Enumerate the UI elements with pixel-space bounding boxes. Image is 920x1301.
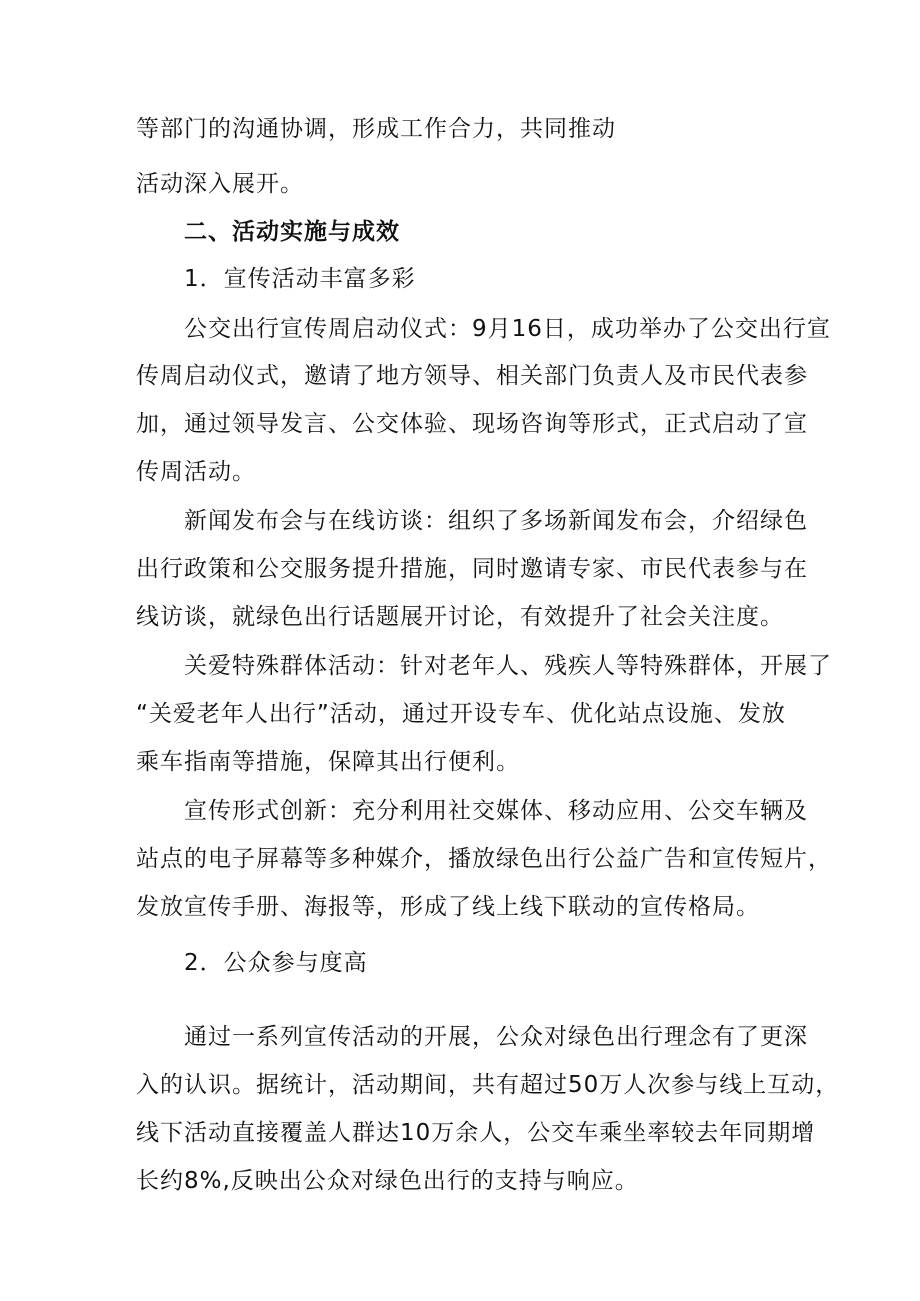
paragraph-5-line-1: 通过一系列宣传活动的开展，公众对绿色出行理念有了更深 bbox=[184, 1024, 808, 1050]
paragraph-1-line-4: 传周活动。 bbox=[136, 459, 256, 485]
paragraph-4-line-3: 发放宣传手册、海报等，形成了线上线下联动的宣传格局。 bbox=[136, 894, 760, 920]
paragraph-3-line-3: 乘车指南等措施，保障其出行便利。 bbox=[136, 749, 520, 775]
paragraph-5-line-3: 线下活动直接覆盖人群达10万余人，公交车乘坐率较去年同期增 bbox=[136, 1120, 816, 1146]
subsection-2-title: 2．公众参与度高 bbox=[184, 950, 368, 976]
paragraph-1-line-1: 公交出行宣传周启动仪式：9月16日，成功举办了公交出行宣 bbox=[184, 316, 831, 342]
section-title: 二、活动实施与成效 bbox=[184, 219, 400, 245]
paragraph-2-line-1: 新闻发布会与在线访谈：组织了多场新闻发布会，介绍绿色 bbox=[184, 508, 808, 534]
paragraph-3-line-2: “关爱老年人出行”活动，通过开设专车、优化站点设施、发放 bbox=[136, 701, 786, 727]
paragraph-1-line-2: 传周启动仪式，邀请了地方领导、相关部门负责人及市民代表参 bbox=[136, 363, 808, 389]
paragraph-3-line-1: 关爱特殊群体活动：针对老年人、残疾人等特殊群体，开展了 bbox=[184, 653, 832, 679]
paragraph-5-line-2: 入的认识。据统计，活动期间，共有超过50万人次参与线上互动， bbox=[136, 1072, 840, 1098]
intro-line-2: 活动深入展开。 bbox=[136, 171, 304, 197]
paragraph-2-line-2: 出行政策和公交服务提升措施，同时邀请专家、市民代表参与在 bbox=[136, 556, 808, 582]
paragraph-2-line-3: 线访谈，就绿色出行话题展开讨论，有效提升了社会关注度。 bbox=[136, 604, 784, 630]
intro-line-1: 等部门的沟通协调，形成工作合力，共同推动 bbox=[136, 116, 616, 142]
paragraph-4-line-1: 宣传形式创新：充分利用社交媒体、移动应用、公交车辆及 bbox=[184, 798, 808, 824]
paragraph-5-line-4: 长约8%,反映出公众对绿色出行的支持与响应。 bbox=[136, 1168, 639, 1194]
paragraph-1-line-3: 加，通过领导发言、公交体验、现场咨询等形式，正式启动了宣 bbox=[136, 411, 808, 437]
paragraph-4-line-2: 站点的电子屏幕等多种媒介，播放绿色出行公益广告和宣传短片， bbox=[136, 846, 832, 872]
subsection-1-title: 1．宣传活动丰富多彩 bbox=[184, 266, 416, 292]
